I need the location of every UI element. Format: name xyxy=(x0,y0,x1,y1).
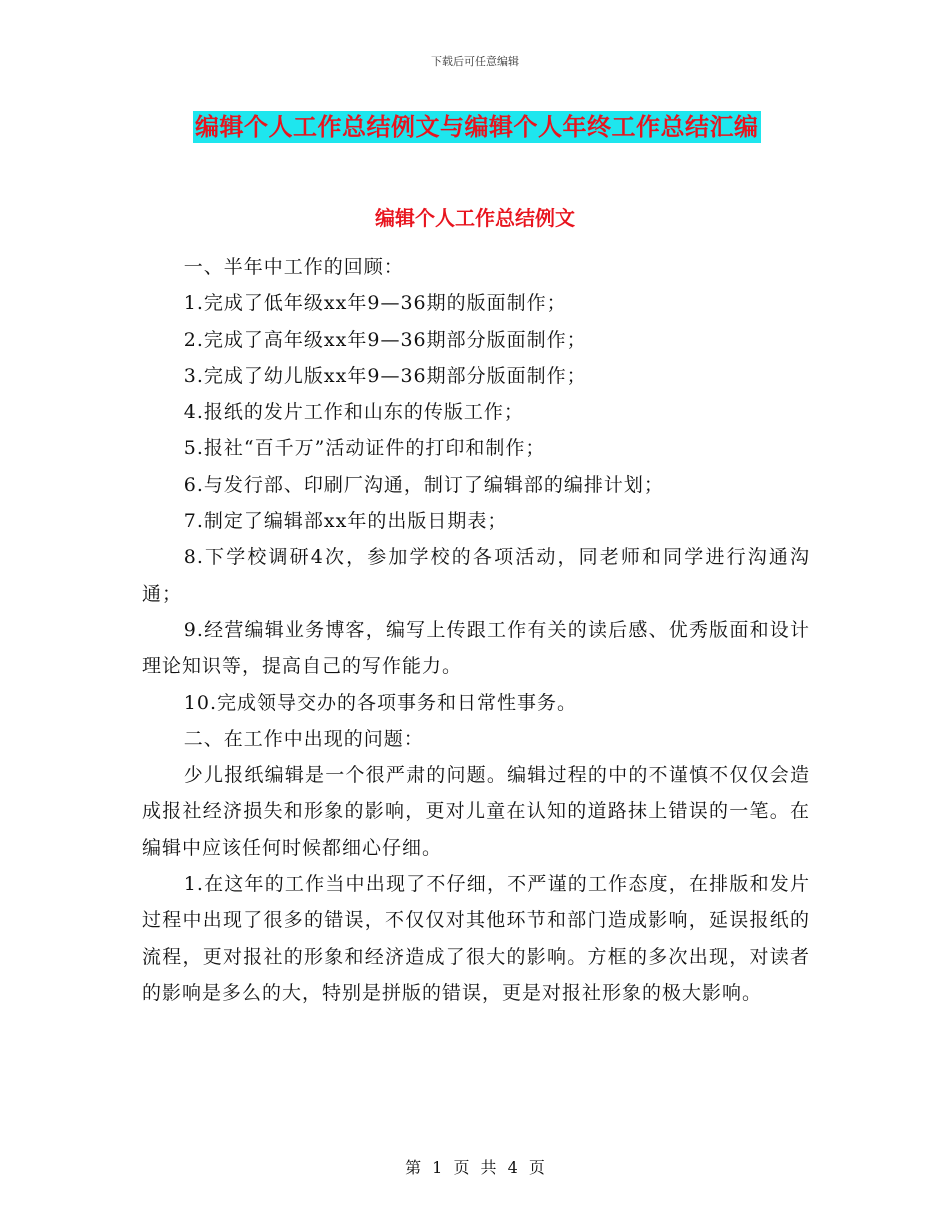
paragraph: 5.报社“百千万”活动证件的打印和制作； xyxy=(183,437,546,460)
paragraph: 9.经营编辑业务博客，编写上传跟工作有关的读后感、优秀版面和设计理论知识等，提高自己的写作能力。 xyxy=(142,618,810,678)
page-footer: 第 1 页 共 4 页 xyxy=(405,1158,545,1177)
paragraph: 2.完成了高年级xx年9—36期部分版面制作； xyxy=(183,328,587,351)
paragraph: 一、半年中工作的回顾： xyxy=(183,256,404,278)
paragraph: 少儿报纸编辑是一个很严肃的问题。编辑过程的中的不谨慎不仅仅会造成报社经济损失和形象的影响，更对儿童在认知的道路抹上错误的一笔。在编辑中应该任何时候都细心仔细。 xyxy=(142,764,810,859)
paragraph: 二、在工作中出现的问题： xyxy=(183,727,424,750)
paragraph: 1.在这年的工作当中出现了不仔细，不严谨的工作态度，在排版和发片过程中出现了很多的错误，不仅仅对其他环节和部门造成影响，延误报纸的流程，更对报社的形象和经济造成了很大的影响。方框的多次出现，对读者的影响是多么的大，特别是拼版的错误，更是对报社形象的极大影响。 xyxy=(142,873,810,1004)
section-title: 编辑个人工作总结例文 xyxy=(375,206,575,230)
paragraph: 1.完成了低年级xx年9—36期的版面制作； xyxy=(183,292,567,315)
paragraph: 8.下学校调研4次，参加学校的各项活动，同老师和同学进行沟通沟通； xyxy=(142,546,810,605)
header-note: 下载后可任意编辑 xyxy=(431,55,519,68)
paragraph: 3.完成了幼儿版xx年9—36期部分版面制作； xyxy=(183,364,587,387)
paragraph: 7.制定了编辑部xx年的出版日期表； xyxy=(183,510,508,533)
document-body xyxy=(142,249,810,1011)
document-title: 编辑个人工作总结例文与编辑个人年终工作总结汇编 xyxy=(195,113,759,141)
paragraph: 10.完成领导交办的各项事务和日常性事务。 xyxy=(183,691,578,714)
paragraph: 6.与发行部、印刷厂沟通，制订了编辑部的编排计划； xyxy=(183,473,664,496)
paragraph: 4.报纸的发片工作和山东的传版工作； xyxy=(183,401,524,424)
